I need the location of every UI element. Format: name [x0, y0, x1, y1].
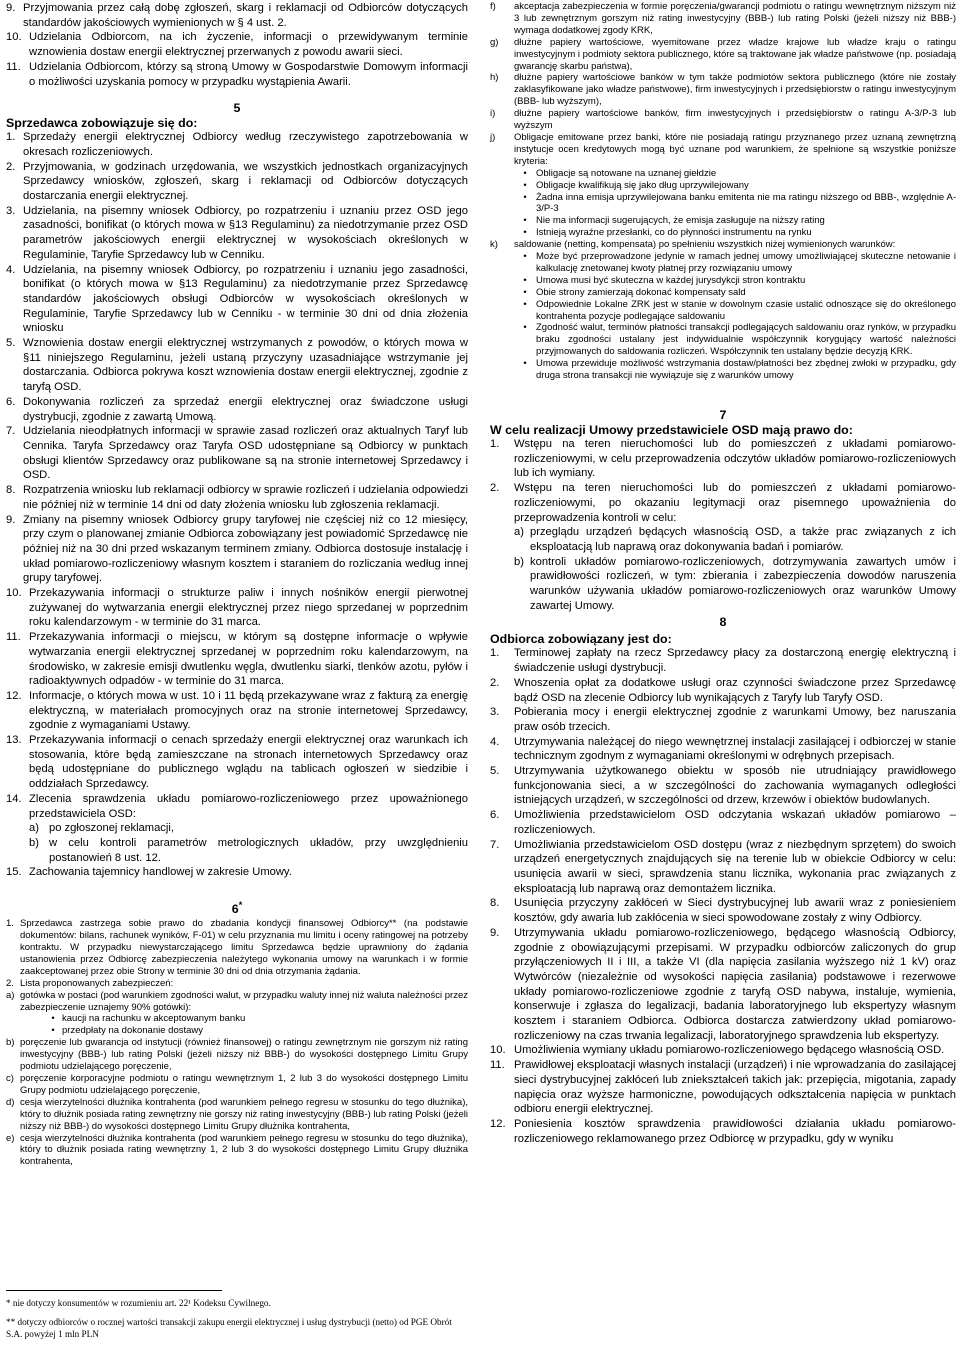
- bullet-text: Żadna inna emisja uprzywilejowana banku emitenta nie ma ratingu niższego od BBB-, względnie A-3/P-3: [536, 191, 956, 215]
- sub-item-text: w celu kontroli parametrów metrologicznych układów, przy uwzględnieniu postanowień 8 ust. 12.: [49, 836, 468, 864]
- list-item: [6, 263, 468, 337]
- sub-item-text: Obligacje emitowane przez banki, które nie posiadają ratingu przyznanego przez uznaną zewnętrzną instytucje ocen kredytowych mogą być uznane pod warunkiem, że spełnione są wszystkie poniższe kryteria:: [514, 131, 956, 167]
- item-number: 11.: [490, 1059, 505, 1072]
- list-item: [490, 896, 956, 925]
- bullet-text: Odpowiednie Lokalne ZRK jest w stanie w dowolnym czasie ustalić odnoszące się do określonego kontrahenta pozycje podlegające saldowaniu: [536, 298, 956, 322]
- bullet-icon: •: [523, 358, 527, 370]
- section-title: Odbiorca zobowiązany jest do:: [490, 632, 672, 647]
- sub-item-letter: e): [6, 1132, 15, 1144]
- section-number: 5: [233, 101, 241, 116]
- sub-item-text: kontroli układów pomiarowo-rozliczeniowych, dotrzymywania zawartych umów i prawidłowości rozliczeń, w tym: zbierania i zabezpieczenia dowodów naruszenia warunków używania układów pomiarowo-rozliczeniowych oraz warunków Umowy zawartej Umowy.: [530, 555, 956, 612]
- sub-item-text: dłużne papiery wartościowe banków w tym także podmiotów sektora publicznego (które nie zostały zaklasyfikowane jako władze państwowe), firm inwestycyjnych i przedsiębiorstw o ratingu inwestycyjnym (BBB- lub wyższym),: [514, 72, 956, 108]
- list-item: [490, 705, 956, 734]
- item-text: Rozpatrzenia wniosku lub reklamacji odbiorcy w sprawie rozliczeń i udzielania odpowiedzi nie później niż w terminie 14 dni od daty złożenia wniosku lub zgłoszenia reklamacji.: [23, 484, 468, 511]
- item-text: Usunięcia przyczyny zakłóceń w Sieci dystrybucyjnej lub awarii wraz z poniesieniem kosztów, gdy awaria lub zakłócenia w sieci spowodowane zostały z winy Odbiorcy.: [514, 897, 956, 925]
- sub-item-letter: g): [490, 36, 499, 48]
- item-number: 2.: [6, 160, 16, 173]
- item-text: Utrzymywania należącej do niego wewnętrznej instalacji zasilającej i odbiorczej w stanie technicznym zgodnym z wymaganiami określonymi w odrębnych przepisach.: [514, 735, 956, 763]
- sub-item: [490, 1, 956, 37]
- list-item: [6, 978, 468, 990]
- list-item: [6, 483, 468, 512]
- item-number: 12.: [490, 1117, 506, 1130]
- list-item: [490, 735, 956, 764]
- bullet-icon: •: [523, 286, 527, 298]
- bullet-icon: •: [51, 1025, 55, 1037]
- item-number: 1.: [6, 131, 16, 144]
- sub-item-letter: h): [490, 72, 499, 84]
- bullet-text: Obligacje kwalifikują się jako dług uprzywilejowany: [536, 179, 749, 191]
- item-text: Utrzymywania układu pomiarowo-rozliczeniowego, będącego własnością Odbiorcy, zgodnie z obowiązującymi przepisami. W przypadku odbiorców zaliczonych do grup przyłączeniowych II i III, a także VI (dla napięcia zasilania wyższego niż 1 kV) oraz Wytwórców (niezależnie od wysokości napięcia zasilania) podstawowe i rezerwowe układy pomiarowo-rozliczeniowe zgodnie z taryfą OSD nabywa, instaluje, wymienia, konserwuje i zgłasza do legalizacji, badania laboratoryjnego lub ekspertyzy własnym kosztem i staraniem Odbiorca. Odbiorca dostarcza zatwierdzony układ pomiarowo-rozliczeniowy na czas trwania legalizacji, laboratoryjnego sprawdzenia lub ekspertyzy.: [514, 926, 956, 1042]
- sub-item-text: poręczenie lub gwarancja od instytucji (również finansowej) o ratingu zewnętrznym nie gorszym niż rating inwestycyjny (BBB-) lub rating Polski (jeżeli niższy niż BBB-) do wysokości dostępnego Limitu Grupy podmiotu udzielającego poręczenie,: [20, 1037, 468, 1073]
- sub-item: [490, 239, 956, 251]
- bullet-text: Zgodność walut, terminów płatności transakcji podlegających saldowaniu oraz rynków, w przypadku braku zgodności ustalany jest indywidualnie współczynnik korygujący wartość należności przyjmowanych do saldowania rozliczeń. Współczynnik ten ustalany będzie decyzją KRK.: [536, 322, 956, 358]
- footnote-text: dotyczy odbiorców o rocznej wartości transakcji zakupu energii elektrycznej i usług dystrybucji (netto) od PGE Obrót S.A. powyżej 1 mln PLN: [6, 1317, 452, 1339]
- bullet-item: [490, 287, 956, 299]
- item-number: 1.: [490, 438, 500, 450]
- list-item: [6, 792, 468, 821]
- list-item: [6, 1, 468, 30]
- sub-item-letter: c): [6, 1072, 14, 1084]
- item-text: Dokonywania rozliczeń za sprzedaż energii elektrycznej oraz świadczone usługi dystrybucji, zgodnie z zawartą Umową.: [23, 395, 468, 423]
- item-text: Pobierania mocy i energii elektrycznej zgodnie z warunkami Umowy, bez naruszania praw osób trzecich.: [514, 706, 956, 733]
- sub-item-text: cesja wierzytelności dłużnika kontrahenta (pod warunkiem pełnego regresu w stosunku do tego dłużnika), który to dłużnik posiada rating zewnętrzny nie gorszy niż rating inwestycyjny (BBB-) lub rating Polski (jeżeli niższy niż BBB-) do wysokości dostępnego Limitu Grupy dłużnika kontrahenta,: [20, 1096, 468, 1132]
- item-number: 6.: [6, 395, 16, 408]
- sub-item: [6, 821, 468, 836]
- item-number: 1.: [490, 647, 500, 660]
- item-number: 1.: [6, 918, 14, 930]
- bullet-item: [490, 251, 956, 275]
- section-number: 8: [719, 615, 727, 630]
- list-item: [490, 646, 956, 675]
- list-item: [6, 60, 468, 89]
- sub-item-text: poręczenie korporacyjne podmiotu o ratingu wewnętrznym 1, 2 lub 3 do wysokości dostępnego Limitu Grupy podmiotu udzielającego poręczenie,: [20, 1072, 468, 1096]
- sub-item-text: przeglądu urządzeń będących własnością OSD, a także prac związanych z ich eksploatacją lub naprawą oraz dokonywania badań i pomiarów.: [530, 526, 956, 553]
- sub-item: [6, 1037, 468, 1073]
- sub-item: [6, 1073, 468, 1097]
- item-text: Zachowania tajemnicy handlowej w zakresie Umowy.: [29, 866, 292, 879]
- sub-item-letter: i): [490, 108, 496, 120]
- sub-item: [6, 1097, 468, 1133]
- item-text: Sprzedaży energii elektrycznej Odbiorcy według rzeczywistego zapotrzebowania w okresach rozliczeniowych.: [23, 131, 468, 158]
- item-text: Przekazywania informacji o cenach sprzedaży energii elektrycznej oraz warunkach ich stosowania, które będą zamieszczane na stronach internetowych Sprzedawcy oraz będą udostępniane do publicznego wglądu na tablicach ogłoszeń w siedzibie i oddziałach Sprzedawcy.: [29, 734, 468, 791]
- sub-item-text: cesja wierzytelności dłużnika kontrahenta (pod warunkiem pełnego regresu w stosunku do tego dłużnika), który to dłużnik posiada rating wewnętrzny 1, 2 lub 3 do wysokości dostępnego Limitu Grupy dłużnika kontrahenta,: [20, 1132, 468, 1168]
- bullet-item: [490, 227, 956, 239]
- bullet-text: Obligacje są notowane na uznanej giełdzie: [536, 167, 717, 179]
- item-text: Sprzedawca zastrzega sobie prawo do zbadania kondycji finansowej Odbiorcy** (na podstawie dokumentów: bilans, rachunek wyników, F-01) w celu przyznania mu limitu i oceny ratingowej na potrzeby kontraktu. W przypadku niewystarczającego limitu Sprzedawca będzie uprawniony do żądania ustanowienia przez Odbiorcę zabezpieczenia należytego wykonania umowy na warunkach i w formie zaakceptowanej przez obie Strony w terminie 30 dni od dnia otrzymania żądania.: [20, 918, 468, 977]
- section-5: [6, 101, 468, 880]
- list-item: [6, 424, 468, 483]
- footnotes: [6, 1290, 468, 1340]
- item-text: Wnoszenia opłat za dodatkowe usługi oraz czynności świadczone przez Sprzedawcę bądź OSD na zlecenie Odbiorcy lub wynikających z Taryfy lub Taryfy OSD.: [514, 676, 956, 704]
- bullet-item: [490, 168, 956, 180]
- list-item: [6, 204, 468, 263]
- item-text: Informacje, o których mowa w ust. 10 i 11 będą przekazywane wraz z fakturą za energię elektryczną, w materiałach promocyjnych oraz na stronie internetowej Sprzedawcy, zgodnie z wymaganiami Ustawy.: [29, 689, 468, 732]
- item-text: Prawidłowej eksploatacji własnych instalacji (urządzeń) i nie wprowadzania do zasilającej sieci dystrybucyjnej zakłóceń lub zniekształceń takich jak: przepięcia, migotania, zapady napięcia oraz wyższe harmoniczne, powodujących odkształcenia napięcia w punktach odbioru energii elektrycznej.: [514, 1059, 956, 1116]
- item-text: Poniesienia kosztów sprawdzenia prawidłowości działania układu pomiarowo-rozliczeniowego reklamowanego przez Odbiorcę w przypadku, gdy w wyniku: [514, 1117, 956, 1145]
- item-number: 2.: [6, 977, 14, 989]
- list-item: [6, 865, 468, 880]
- item-number: 9.: [490, 926, 500, 939]
- sub-item-letter: a): [6, 989, 15, 1001]
- list-item: [490, 1117, 956, 1146]
- item-number: 13.: [6, 734, 22, 747]
- item-text: Lista proponowanych zabezpieczeń:: [20, 977, 174, 989]
- footnote: [6, 1316, 468, 1340]
- sub-item-text: po zgłoszonej reklamacji,: [49, 822, 174, 835]
- bullet-text: Umowa musi być skuteczna w każdej jurysdykcji stron kontraktu: [536, 274, 806, 286]
- sub-item: [490, 132, 956, 168]
- item-text: Przyjmowania przez całą dobę zgłoszeń, skarg i reklamacji od Odbiorców dotyczących standardów jakościowych wymienionych w § 4 ust. 2.: [23, 2, 468, 29]
- item-text: Udzielania Odbiorcom, na ich życzenie, informacji o przewidywanym terminie wznowienia dostaw energii elektrycznej przerwanych z powodu awarii sieci.: [29, 31, 468, 59]
- item-text: Umożliwienia wymiany układu pomiarowo-rozliczeniowego będącego własnością OSD.: [514, 1044, 945, 1057]
- bullet-icon: •: [523, 215, 527, 227]
- item-number: 10.: [6, 587, 22, 600]
- section-number: 7: [719, 408, 727, 422]
- sub-item-letter: b): [29, 836, 39, 849]
- item-number: 3.: [490, 706, 500, 719]
- sub-item: [6, 990, 468, 1014]
- bullet-text: Umowa przewiduje możliwość wstrzymania dostaw/płatności bez zbędnej zwłoki w przypadku, gdy druga strona transakcji nie wywiązuje się z warunków umowy: [536, 358, 956, 382]
- sub-item-text: akceptacja zabezpieczenia w formie poręczenia/gwarancji podmiotu o ratingu wewnętrznym niższym niż 3 lub zewnętrznym gorszym niż rating inwestycyjny (BBB-) lub rating Polski (jeżeli niższy niż BBB-) wymaga dodatkowej zgody KRK,: [514, 1, 956, 36]
- sub-item: [490, 525, 956, 554]
- item-number: 4.: [6, 263, 16, 276]
- bullet-text: Istnieją wyraźne przesłanki, co do płynności instrumentu na rynku: [536, 227, 812, 239]
- sub-item-letter: f): [490, 1, 496, 12]
- bullet-icon: •: [523, 227, 527, 239]
- footnote-mark: *: [6, 1298, 11, 1308]
- list-item: [6, 630, 468, 689]
- sub-item-letter: b): [6, 1037, 15, 1049]
- sub-item: [490, 555, 956, 614]
- bullet-text: Obie strony zamierzają dokonać kompensaty sald: [536, 286, 746, 298]
- bullet-icon: •: [523, 274, 527, 286]
- bullet-item: [490, 180, 956, 192]
- bullet-icon: •: [523, 251, 527, 263]
- sub-item-letter: b): [514, 555, 524, 568]
- item-number: 2.: [490, 676, 500, 689]
- list-item: [490, 808, 956, 837]
- item-text: Zlecenia sprawdzenia układu pomiarowo-rozliczeniowego przez upoważnionego przedstawiciela OSD:: [29, 792, 468, 820]
- item-text: Wstępu na teren nieruchomości lub do pomieszczeń z układami pomiarowo-rozliczeniowymi, w celu przeprowadzenia odczytów układów pomiarowo-rozliczeniowych lub ich wymiany.: [514, 438, 956, 480]
- item-text: Udzielania, na pisemny wniosek Odbiorcy, po rozpatrzeniu i uznaniu przez OSD jego zasadności, bonifikat (o których mowa w §13 Regulaminu) za niedotrzymanie przez OSD parametrów jakościowych energii elektrycznej w wysokościach określonych w Regulaminie, Taryfie Sprzedawcy lub w Cenniku.: [23, 204, 468, 261]
- list-item: [490, 1043, 956, 1058]
- item-number: 8.: [6, 484, 16, 497]
- list-item: [6, 918, 468, 978]
- item-number: 5.: [490, 765, 500, 778]
- list-item: [6, 395, 468, 424]
- list-item: [6, 586, 468, 630]
- sub-item-text: dłużne papiery wartościowe banków, firm inwestycyjnych i przedsiębiorstw o ratingu A-3/P-3 lub wyższym: [514, 108, 956, 132]
- sub-item-letter: a): [29, 822, 39, 835]
- right-column: [490, 0, 956, 1146]
- sub-item-text: dłużne papiery wartościowe, wyemitowane przez władze krajowe lub władze kraju o ratingu inwestycyjnym i podmioty sektora publicznego, które są traktowane jak władze państwowe (np. posiadają gwarancję skarbu państwa),: [514, 36, 956, 72]
- item-number: 11.: [6, 60, 21, 73]
- item-number: 10.: [490, 1044, 506, 1057]
- item-text: Utrzymywania użytkowanego obiektu w sposób nie utrudniający prawidłowego funkcjonowania sieci, a w szczególności do zachowania wymaganych odległości istniejących urządzeń, w szczególności od drzew, krzewów i obiektów budowlanych.: [514, 765, 956, 807]
- footnote-mark: **: [6, 1317, 16, 1327]
- item-text: Terminowej zapłaty na rzecz Sprzedawcy płacy za dostarczoną energię elektryczną i świadczenie usługi dystrybucji.: [514, 647, 956, 675]
- footnote: [6, 1297, 468, 1309]
- item-text: Umożliwienia przedstawicielom OSD odczytania wskazań układów pomiarowo – rozliczeniowych.: [514, 809, 956, 836]
- item-text: Zmiany na pisemny wniosek Odbiorcy grupy taryfowej nie częściej niż co 12 miesięcy, przy czym o planowanej zmianie Odbiorca zobowiązany jest powiadomić Sprzedawcę nie później niż na 30 dni przed wskazanym terminem zmiany. Odbiorca dostosuje instalację i układ pomiarowo-rozliczeniowy własnym kosztem i staraniem do rozliczania według innej grupy taryfowej.: [23, 513, 468, 585]
- item-number: 4.: [490, 735, 500, 748]
- sub-item-text: saldowanie (netting, kompensata) po spełnieniu wszystkich niżej wymienionych warunków:: [514, 239, 896, 251]
- sub-item: [490, 37, 956, 73]
- section-8: [490, 615, 956, 1146]
- sub-item-letter: k): [490, 239, 498, 251]
- item-number: 7.: [490, 838, 500, 851]
- item-number: 6.: [490, 809, 500, 822]
- bullet-text: Może być przeprowadzone jedynie w ramach jednej umowy umożliwiającej skuteczne netowanie i kalkulację znetowanej kwoty płatnej przy rozwiązaniu umowy: [536, 251, 956, 274]
- section-number: 6: [231, 902, 239, 917]
- bullet-icon: •: [523, 191, 527, 203]
- bullet-icon: •: [523, 179, 527, 191]
- bullet-item: [490, 215, 956, 227]
- section-7: [490, 408, 956, 613]
- item-text: Udzielania nieodpłatnych informacji w sprawie zasad rozliczeń oraz aktualnych Taryf lub Cennika. Taryfa Sprzedawcy oraz Taryfa OSD udostępniane są Odbiorcy w punktach obsługi klientów Sprzedawcy oraz publikowane są na stronie internetowej Sprzedawcy i OSD.: [23, 425, 468, 482]
- item-number: 14.: [6, 792, 22, 805]
- item-text: Przyjmowania, w godzinach urzędowania, we wszystkich jednostkach organizacyjnych Sprzedawcy wniosków, zgłoszeń, skarg i reklamacji od Odbiorców dotyczących dostarczania energii elektrycznej.: [23, 160, 468, 203]
- sub-item: [490, 108, 956, 132]
- footnote-divider: [6, 1290, 222, 1291]
- item-number: 3.: [6, 204, 16, 217]
- bullet-icon: •: [523, 322, 527, 334]
- sub-item-letter: a): [514, 526, 524, 539]
- section-title: Sprzedawca zobowiązuje się do:: [6, 116, 198, 131]
- item-number: 15.: [6, 866, 22, 879]
- bullet-item: [490, 275, 956, 287]
- item-number: 8.: [490, 897, 500, 910]
- bullet-icon: •: [523, 167, 527, 179]
- item-number: 5.: [6, 337, 16, 350]
- item-number: 9.: [6, 2, 16, 14]
- sub-item-letter: j): [490, 131, 496, 143]
- footnote-text: nie dotyczy konsumentów w rozumieniu art. 22¹ Kodeksu Cywilnego.: [12, 1298, 271, 1308]
- list-item: [490, 1058, 956, 1117]
- sub-item-letter: d): [6, 1096, 15, 1108]
- list-item: [6, 733, 468, 792]
- section-title: W celu realizacji Umowy przedstawiciele OSD mają prawo do:: [490, 423, 853, 437]
- list-item: [490, 437, 956, 481]
- footnote-mark: *: [238, 900, 243, 911]
- list-item: [6, 30, 468, 59]
- item-text: Wznowienia dostaw energii elektrycznej wstrzymanych z powodów, o których mowa w §11 niniejszego Regulaminu, jeżeli ustaną przyczyny uzasadniające wstrzymanie jej dostarczania. Odbiorca pokrywa koszt wznowienia dostaw energii elektrycznej, zgodnie z taryfą OSD.: [23, 337, 468, 394]
- list-item: [6, 513, 468, 587]
- bullet-item: [6, 1025, 468, 1037]
- item-number: 12.: [6, 689, 22, 702]
- item-text: Umożliwiania przedstawicielom OSD dostępu (wraz z niezbędnym sprzętem) do swoich urządzeń energetycznych znajdujących się na terenie lub w obiekcie Odbiorcy w celu: usunięcia awarii w sieci, sprawdzenia stanu licznika, wykonania prac związanych z eksploatacją lub naprawą oraz demontażem licznika.: [514, 838, 956, 895]
- list-item: [6, 336, 468, 395]
- sub-item: [6, 1133, 468, 1169]
- bullet-icon: •: [51, 1013, 55, 1025]
- bullet-item: [490, 192, 956, 216]
- item-number: 9.: [6, 513, 16, 526]
- list-item: [6, 130, 468, 159]
- item-text: Przekazywania informacji o strukturze paliw i innych nośników energii pierwotnej zużywanej do wytwarzania energii elektrycznej przez niego sprzedanej w poprzednim roku kalendarzowym - w terminie do 31 marca.: [29, 587, 468, 629]
- bullet-icon: •: [523, 298, 527, 310]
- list-item: [490, 481, 956, 525]
- bullet-item: [6, 1013, 468, 1025]
- bullet-text: Nie ma informacji sugerujących, że emisja zasługuje na niższy rating: [536, 215, 825, 227]
- list-item: [490, 676, 956, 705]
- section-6: [6, 898, 468, 1168]
- item-number: 10.: [6, 31, 22, 44]
- item-text: Przekazywania informacji o miejscu, w którym są dostępne informacje o wpływie wytwarzania energii elektrycznej sprzedanej w poprzednim roku kalendarzowym, na środowisko, w zakresie emisji dwutlenku węgla, dwutlenku siarki, tlenków azotu, pyłów i radioaktywnych odpadów - w terminie do 31 marca.: [29, 631, 468, 688]
- sub-item: [6, 836, 468, 865]
- list-item: [6, 160, 468, 204]
- item-text: Udzielania, na pisemny wniosek Odbiorcy, po rozpatrzeniu i uznaniu jego zasadności, bonifikat (o których mowa w §13 Regulaminu) za niedotrzymanie przez Sprzedawcę standardów jakościowych obsługi Odbiorców w wysokościach określonych w Regulaminie, Taryfie Sprzedawcy lub w Cenniku - w terminie 30 dni od dnia złożenia wniosku: [23, 263, 468, 335]
- sub-item: [490, 72, 956, 108]
- security-list-continued: [490, 1, 956, 382]
- item-text: Wstępu na teren nieruchomości lub do pomieszczeń z układami pomiarowo-rozliczeniowymi, po okazaniu legitymacji oraz pisemnego upoważnienia do przeprowadzenia kontroli w celu:: [514, 482, 956, 524]
- list-item: [6, 689, 468, 733]
- list-item: [490, 838, 956, 897]
- top-items: [6, 1, 468, 89]
- bullet-text: przedpłaty na dokonanie dostawy: [62, 1025, 204, 1037]
- bullet-item: [490, 322, 956, 358]
- item-text: Udzielania Odbiorcom, którzy są stroną Umowy w Gospodarstwie Domowym informacji o możliwości uzyskania pomocy w przypadku wystąpienia Awarii.: [29, 60, 468, 88]
- bullet-text: kaucji na rachunku w akceptowanym banku: [62, 1013, 246, 1025]
- left-column: [6, 0, 468, 1339]
- section-heading: [6, 898, 468, 916]
- list-item: [490, 764, 956, 808]
- bullet-item: [490, 299, 956, 323]
- item-number: 11.: [6, 631, 21, 644]
- item-number: 7.: [6, 425, 16, 438]
- sub-item-text: gotówka w postaci (pod warunkiem zgodności walut, w przypadku waluty innej niż waluta należności przez zabezpieczenie uznajemy 90% gotówki):: [20, 989, 468, 1013]
- list-item: [490, 926, 956, 1044]
- bullet-item: [490, 358, 956, 382]
- item-number: 2.: [490, 482, 500, 495]
